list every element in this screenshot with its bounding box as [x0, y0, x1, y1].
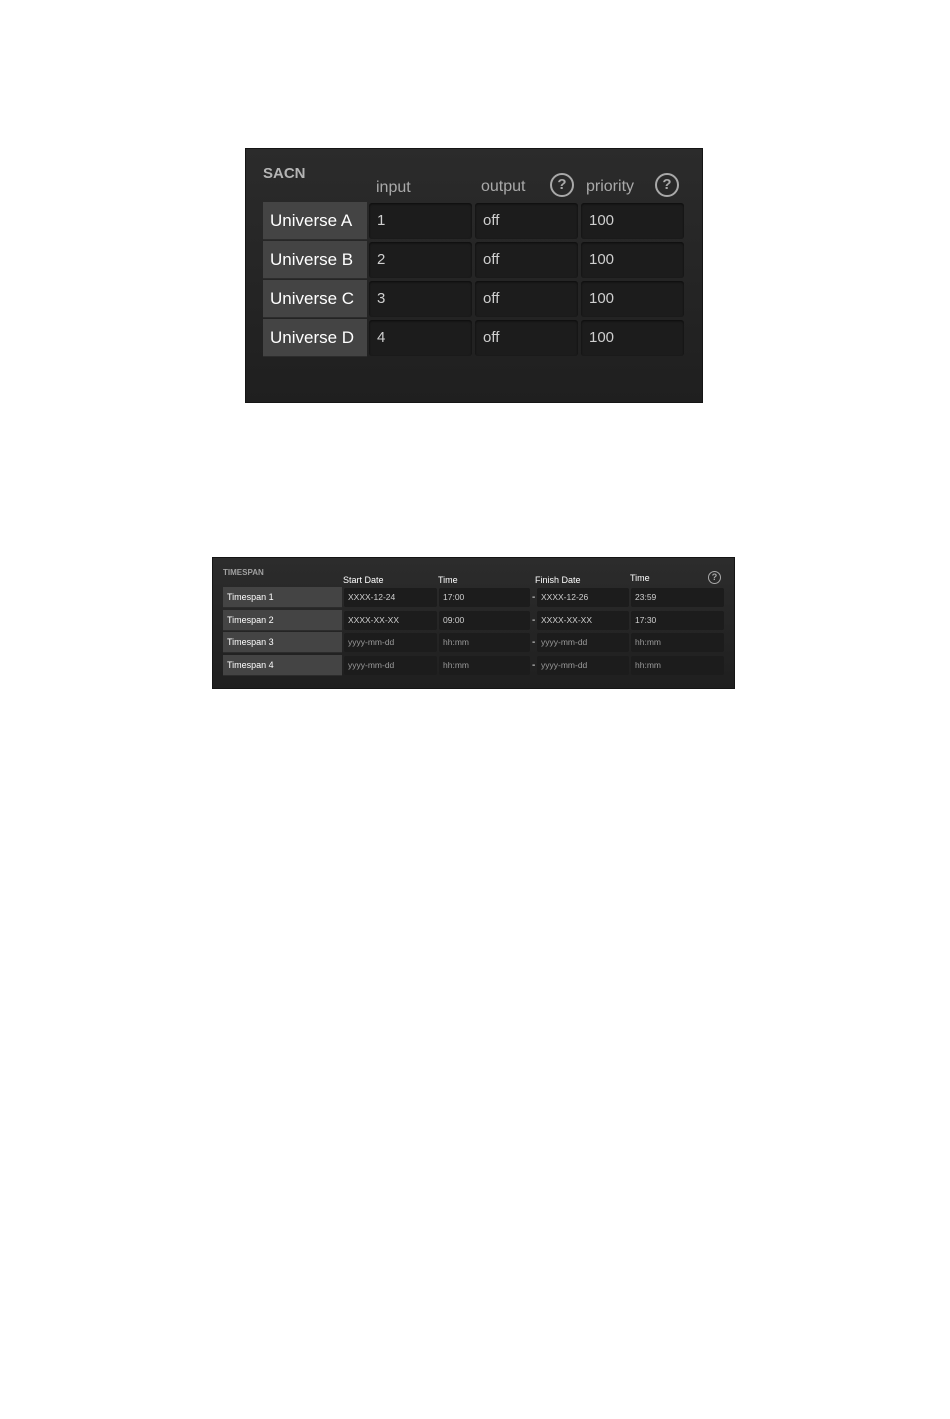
- timespan-panel: [212, 557, 735, 689]
- timespan-label: Timespan 4: [223, 655, 342, 676]
- finish-date-field[interactable]: XXXX-XX-XX: [537, 611, 629, 630]
- output-field[interactable]: off: [475, 281, 578, 317]
- universe-row-d: [263, 319, 685, 357]
- start-date-field[interactable]: yyyy-mm-dd: [344, 656, 437, 675]
- finish-time-header: Time: [630, 573, 650, 583]
- range-separator: -: [532, 660, 536, 671]
- timespan-label: Timespan 1: [223, 587, 342, 608]
- finish-time-field[interactable]: 17:30: [631, 611, 724, 630]
- universe-label: Universe B: [263, 241, 367, 279]
- timespan-row-3: [223, 632, 725, 653]
- finish-date-header: Finish Date: [535, 575, 581, 585]
- output-field[interactable]: off: [475, 242, 578, 278]
- timespan-row-4: [223, 655, 725, 676]
- start-date-field[interactable]: yyyy-mm-dd: [344, 633, 437, 652]
- priority-field[interactable]: 100: [581, 281, 684, 317]
- start-time-header: Time: [438, 575, 458, 585]
- start-time-field[interactable]: 17:00: [439, 588, 530, 607]
- input-column-header: input: [376, 179, 411, 196]
- universe-row-b: [263, 241, 685, 279]
- finish-date-field[interactable]: yyyy-mm-dd: [537, 656, 629, 675]
- input-field[interactable]: 1: [369, 203, 472, 239]
- universe-row-c: [263, 280, 685, 318]
- timespan-row-1: [223, 587, 725, 608]
- timespan-label: Timespan 3: [223, 632, 342, 653]
- sacn-panel: [245, 148, 703, 403]
- timespan-row-2: [223, 610, 725, 631]
- input-field[interactable]: 4: [369, 320, 472, 356]
- priority-help-icon[interactable]: ?: [655, 173, 679, 197]
- start-date-field[interactable]: XXXX-XX-XX: [344, 611, 437, 630]
- timespan-help-icon[interactable]: ?: [708, 571, 721, 584]
- finish-time-field[interactable]: hh:mm: [631, 656, 724, 675]
- universe-label: Universe A: [263, 202, 367, 240]
- input-field[interactable]: 3: [369, 281, 472, 317]
- range-separator: -: [532, 615, 536, 626]
- timespan-title: TIMESPAN: [223, 568, 264, 577]
- priority-column-header: priority: [586, 178, 635, 195]
- universe-label: Universe C: [263, 280, 367, 318]
- start-time-field[interactable]: hh:mm: [439, 656, 530, 675]
- output-column-header: output: [481, 178, 526, 195]
- universe-label: Universe D: [263, 319, 367, 357]
- output-field[interactable]: off: [475, 320, 578, 356]
- finish-date-field[interactable]: yyyy-mm-dd: [537, 633, 629, 652]
- priority-field[interactable]: 100: [581, 203, 684, 239]
- start-time-field[interactable]: 09:00: [439, 611, 530, 630]
- timespan-label: Timespan 2: [223, 610, 342, 631]
- priority-field[interactable]: 100: [581, 320, 684, 356]
- input-field[interactable]: 2: [369, 242, 472, 278]
- finish-time-field[interactable]: hh:mm: [631, 633, 724, 652]
- universe-row-a: [263, 202, 685, 240]
- range-separator: -: [532, 592, 536, 603]
- output-field[interactable]: off: [475, 203, 578, 239]
- finish-date-field[interactable]: XXXX-12-26: [537, 588, 629, 607]
- finish-time-field[interactable]: 23:59: [631, 588, 724, 607]
- start-date-field[interactable]: XXXX-12-24: [344, 588, 437, 607]
- output-help-icon[interactable]: ?: [550, 173, 574, 197]
- range-separator: -: [532, 637, 536, 648]
- priority-field[interactable]: 100: [581, 242, 684, 278]
- start-time-field[interactable]: hh:mm: [439, 633, 530, 652]
- sacn-title: SACN: [263, 165, 306, 182]
- start-date-header: Start Date: [343, 575, 384, 585]
